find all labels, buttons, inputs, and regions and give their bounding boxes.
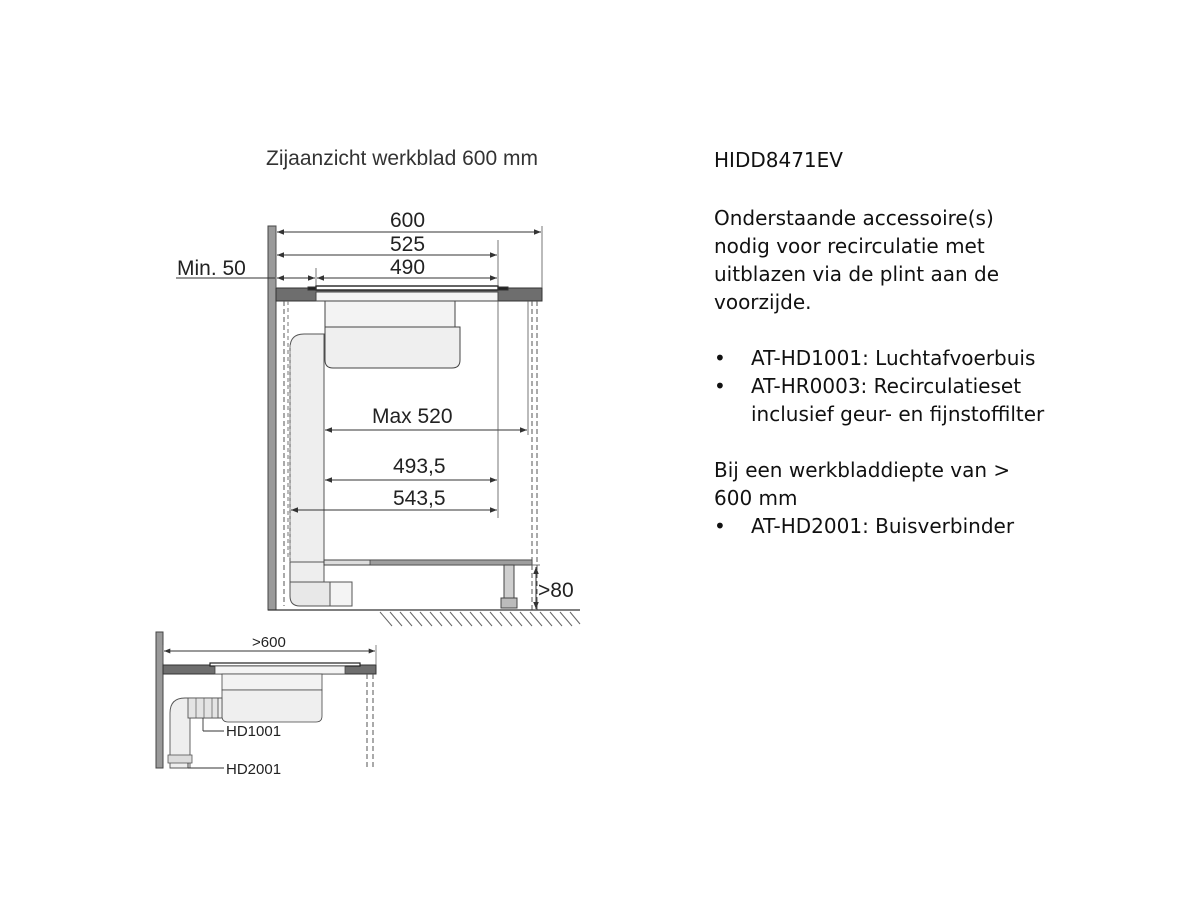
hob-motor-housing bbox=[325, 327, 460, 368]
dim-600-label: 600 bbox=[390, 209, 426, 232]
hob-glass-edge-left bbox=[308, 287, 316, 290]
duct-outlet bbox=[330, 582, 352, 606]
inset-part-hd2001-label: HD2001 bbox=[226, 761, 282, 778]
bullet-icon: • bbox=[714, 346, 726, 370]
accessory-item bbox=[714, 512, 1054, 540]
hob-body bbox=[325, 301, 455, 327]
accessory-item-label: AT-HD2001: Buisverbinder bbox=[751, 514, 1015, 538]
accessory-item-label: AT-HD1001: Luchtafvoerbuis bbox=[751, 346, 1036, 370]
diagram-title: Zijaanzicht werkblad 600 mm bbox=[266, 147, 538, 170]
intro-text: Onderstaande accessoire(s) nodig voor recirculatie met uitblazen via de plint aan de voorzijde. bbox=[714, 206, 1000, 314]
model-number: HIDD8471EV bbox=[714, 148, 843, 172]
deep-worktop-note: Bij een werkbladdiepte van > 600 mm bbox=[714, 458, 1011, 510]
hob-glass bbox=[316, 286, 498, 290]
inset-deep-worktop bbox=[156, 632, 376, 768]
accessories-info-panel bbox=[714, 146, 1054, 540]
inset-duct-connector bbox=[188, 698, 218, 718]
bullet-icon: • bbox=[714, 374, 726, 398]
dim-max520-label: Max 520 bbox=[372, 405, 453, 428]
dim-gt80-label: >80 bbox=[538, 579, 574, 602]
cabinet-base-front bbox=[370, 560, 532, 565]
inset-dim-gt600-label: >600 bbox=[252, 634, 286, 651]
dim-525-label: 525 bbox=[390, 233, 426, 256]
deep-accessory-list bbox=[714, 512, 1054, 540]
dim-4935-label: 493,5 bbox=[393, 455, 446, 478]
duct-bottom-vertical bbox=[290, 562, 324, 582]
bullet-icon: • bbox=[714, 514, 726, 538]
accessory-list bbox=[714, 344, 1054, 428]
inset-part-hd1001-label: HD1001 bbox=[226, 723, 282, 740]
dim-5435-label: 543,5 bbox=[393, 487, 446, 510]
inset-back-wall bbox=[156, 632, 163, 768]
hob-frame bbox=[316, 292, 498, 301]
floor-hatch bbox=[380, 612, 580, 626]
inset-hob-body bbox=[222, 674, 322, 690]
air-duct bbox=[290, 334, 324, 562]
back-wall bbox=[268, 226, 276, 610]
dim-490-label: 490 bbox=[390, 256, 426, 279]
accessory-item bbox=[714, 372, 1054, 428]
inset-hob-glass bbox=[210, 663, 360, 666]
hob-glass-edge-right bbox=[498, 287, 508, 290]
accessory-item-label: AT-HR0003: Recirculatieset inclusief geur- en fijnstoffilter bbox=[751, 374, 1045, 426]
accessory-item bbox=[714, 344, 1054, 372]
dim-min50-label: Min. 50 bbox=[177, 257, 246, 280]
